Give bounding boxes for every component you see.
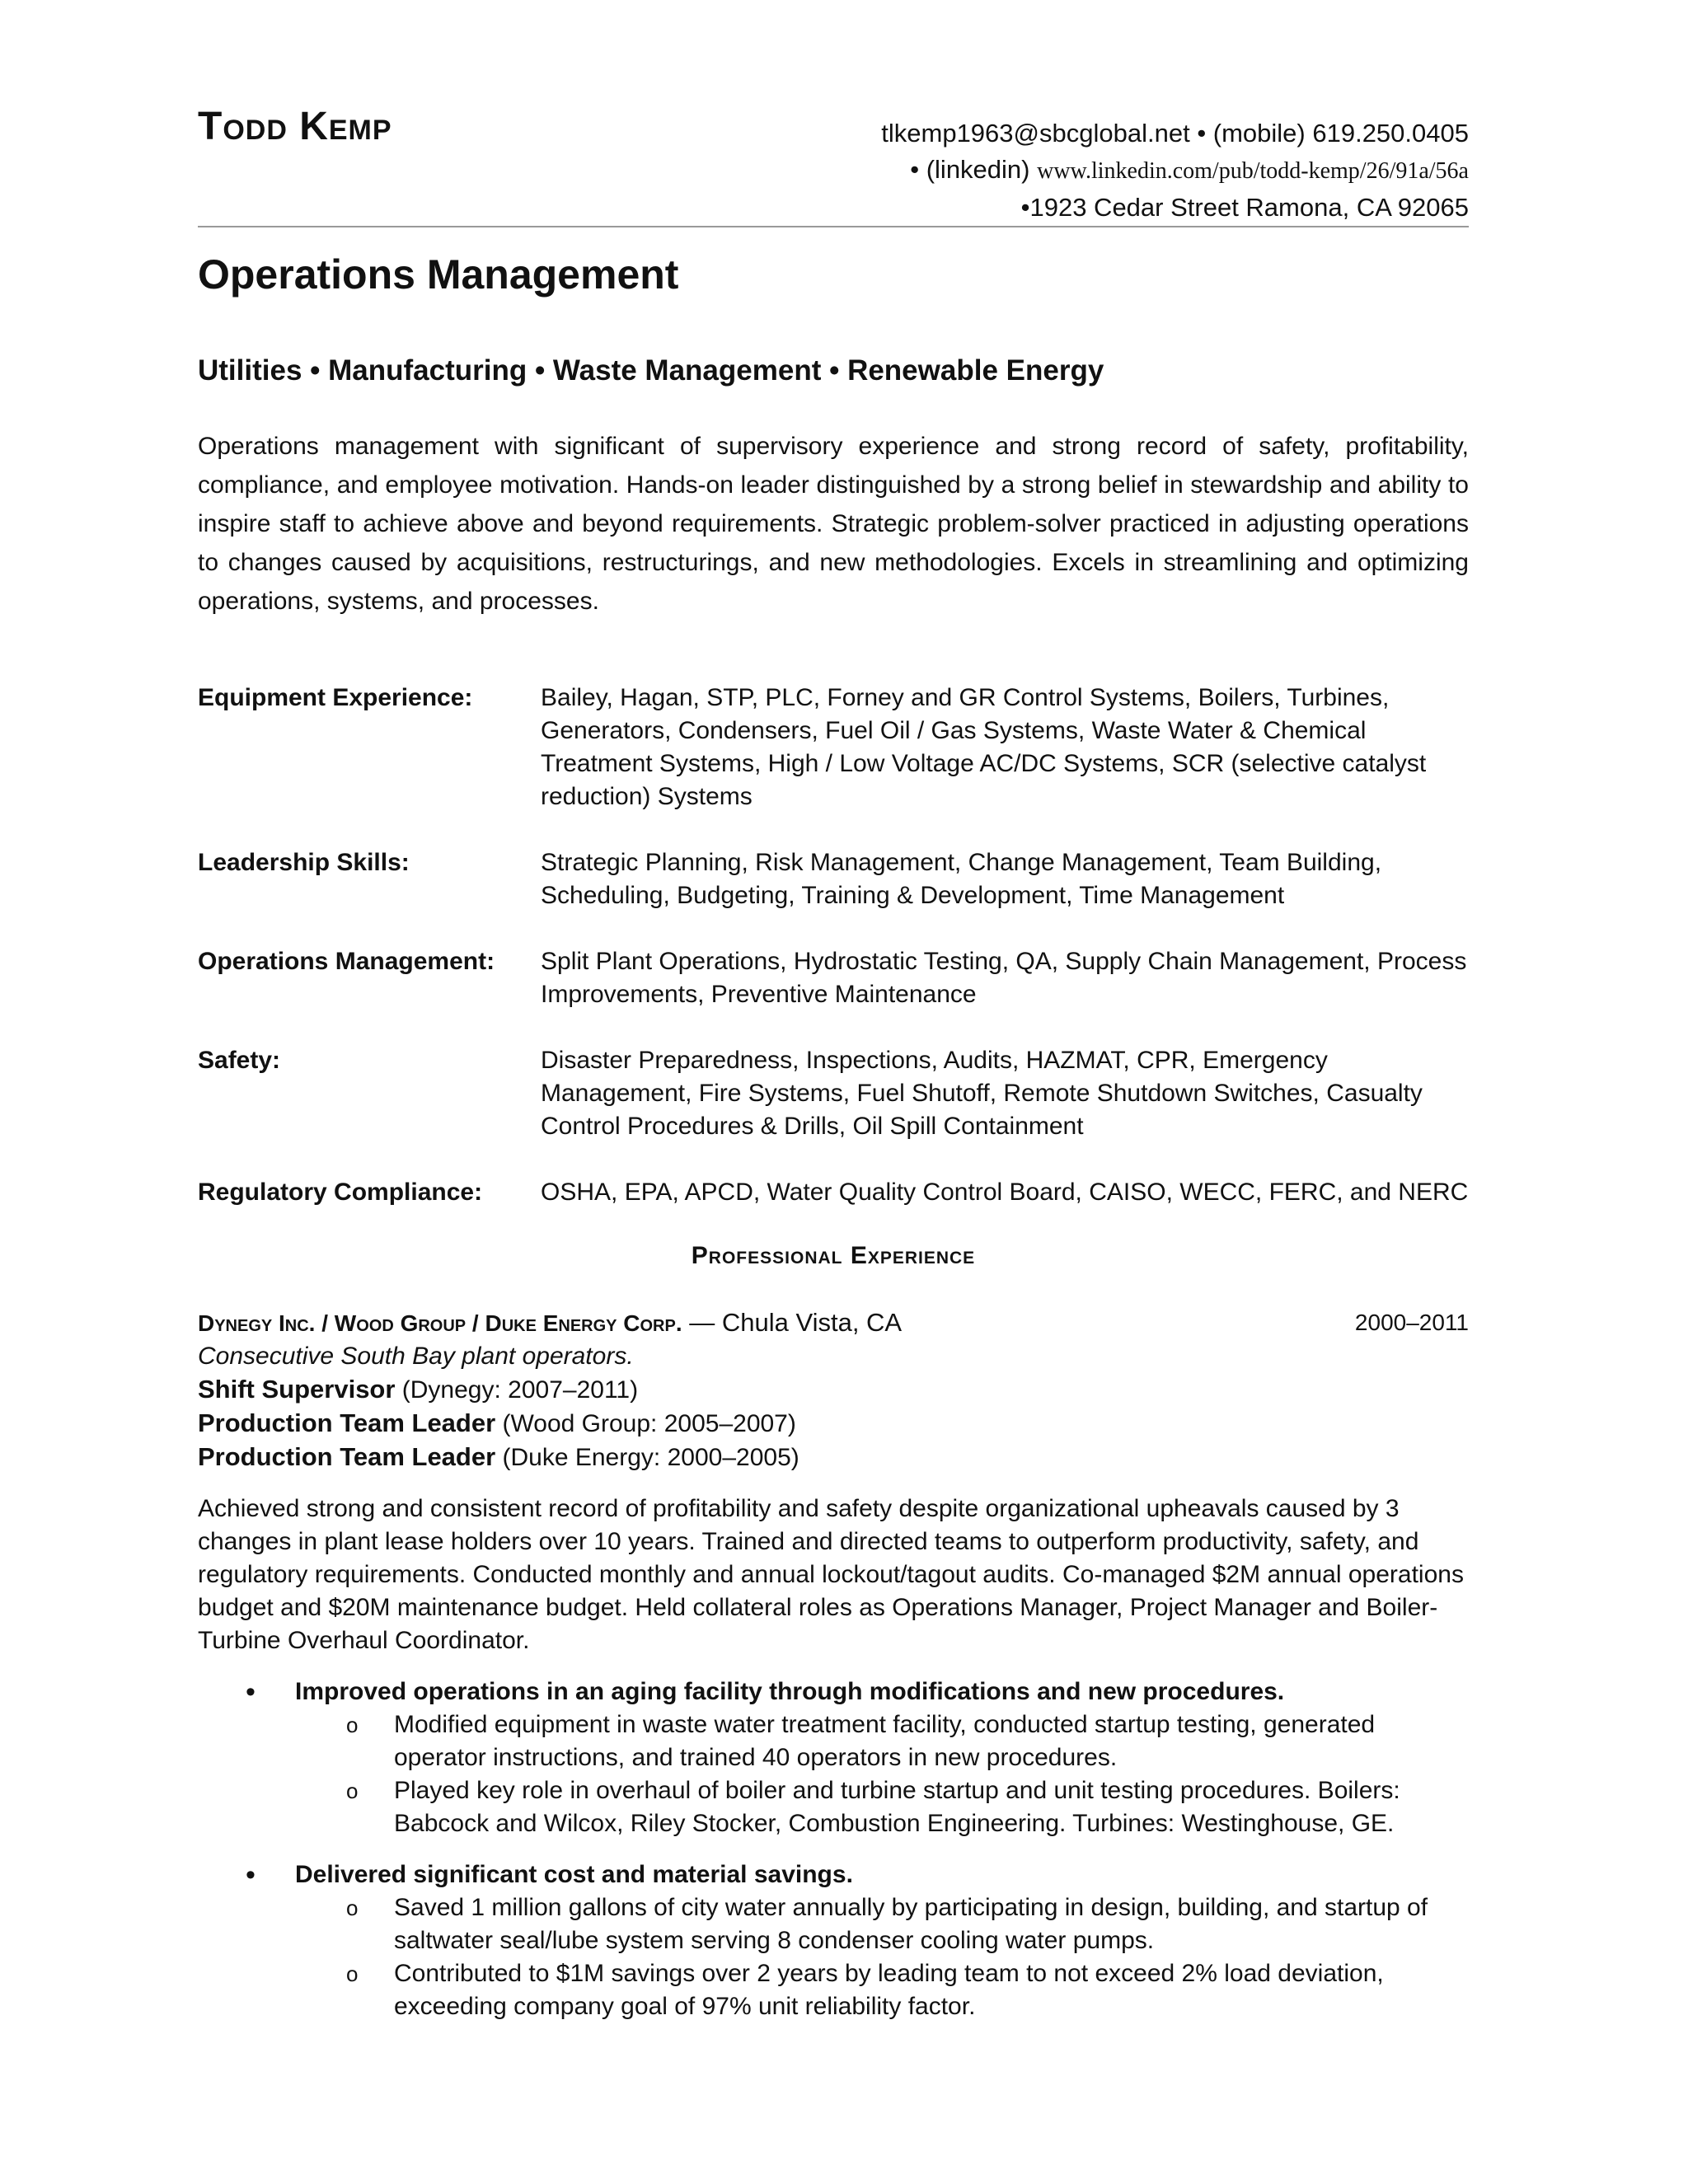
bullet-dot-icon: • bbox=[246, 1859, 256, 1891]
bullet-circle-icon: o bbox=[346, 1896, 359, 1920]
email-link[interactable]: tlkemp1963@sbcglobal.net bbox=[881, 119, 1190, 148]
experience-section-title: Professional Experience bbox=[691, 1242, 976, 1269]
role-line bbox=[198, 1407, 1469, 1441]
linkedin-label: • (linkedin) bbox=[910, 155, 1038, 184]
skill-label: Equipment Experience: bbox=[198, 684, 473, 711]
resume-page bbox=[198, 99, 1469, 2041]
employer-row bbox=[198, 1306, 1469, 1340]
employer-description: Consecutive South Bay plant operators. bbox=[198, 1343, 634, 1370]
sub-list bbox=[295, 1891, 1469, 2023]
achievement-heading: Delivered significant cost and material savings. bbox=[295, 1861, 853, 1888]
summary-paragraph: Operations management with significant of supervisory experience and strong record of safety, profitability, compliance, and employee motivation. Hands-on leader distinguished by a strong belief in stewardship and ability to inspire staff to achieve above and beyond requirements. Strategic problem-solver practiced in adjusting operations to changes caused by acquisitions, restructurings, and new methodologies. Excels in streamlining and optimizing operations, systems, and processes. bbox=[198, 433, 1469, 615]
headline: Operations Management bbox=[198, 251, 679, 298]
skill-row bbox=[198, 1044, 1469, 1143]
sub-item-text: Contributed to $1M savings over 2 years by leading team to not exceed 2% load deviation, exceeding company goal of 97% unit reliability factor. bbox=[394, 1960, 1384, 2020]
achievement-heading: Improved operations in an aging facility through modifications and new procedures. bbox=[295, 1678, 1285, 1705]
skills-section bbox=[198, 682, 1469, 1209]
bullet-dot-icon: • bbox=[246, 1676, 256, 1708]
achievement-item bbox=[198, 1858, 1469, 2023]
resume-header bbox=[198, 99, 1469, 231]
bullet-circle-icon: o bbox=[346, 1961, 359, 1986]
skill-label: Safety: bbox=[198, 1047, 281, 1074]
sub-item bbox=[295, 1774, 1469, 1840]
skill-value: Split Plant Operations, Hydrostatic Testing, QA, Supply Chain Management, Process Improvements, Preventive Maintenance bbox=[541, 948, 1467, 1008]
achievements-list bbox=[198, 1675, 1469, 2023]
role-detail: (Wood Group: 2005–2007) bbox=[495, 1410, 796, 1437]
contact-line-2 bbox=[881, 152, 1469, 190]
skill-row bbox=[198, 846, 1469, 912]
skill-label: Leadership Skills: bbox=[198, 849, 410, 876]
role-detail: (Duke Energy: 2000–2005) bbox=[495, 1444, 799, 1471]
address: •1923 Cedar Street Ramona, CA 92065 bbox=[1020, 193, 1469, 222]
sub-item-text: Played key role in overhaul of boiler and turbine startup and unit testing procedures. Boilers: Babcock and Wilcox, Riley Stocker, Combustion Engineering. Turbines: Westinghouse, GE. bbox=[394, 1777, 1400, 1837]
skill-value: Disaster Preparedness, Inspections, Audits, HAZMAT, CPR, Emergency Management, Fire Systems, Fuel Shutoff, Remote Shutdown Switches, Casualty Control Procedures & Drills, Oil Spill Containment bbox=[541, 1047, 1423, 1140]
skill-label: Operations Management: bbox=[198, 948, 495, 975]
contact-block bbox=[881, 115, 1469, 226]
sub-list bbox=[295, 1708, 1469, 1840]
header-divider bbox=[198, 226, 1469, 227]
employer-location: — Chula Vista, CA bbox=[682, 1308, 903, 1337]
role-detail: (Dynegy: 2007–2011) bbox=[395, 1376, 639, 1404]
role-line bbox=[198, 1373, 1469, 1407]
phone-number: • (mobile) 619.250.0405 bbox=[1197, 119, 1469, 148]
sub-item bbox=[295, 1708, 1469, 1774]
linkedin-link[interactable]: www.linkedin.com/pub/todd-kemp/26/91a/56a bbox=[1037, 158, 1469, 184]
employer-heading bbox=[198, 1306, 902, 1340]
employment-dates: 2000–2011 bbox=[1354, 1310, 1469, 1335]
job-summary-paragraph: Achieved strong and consistent record of profitability and safety despite organizational upheavals caused by 3 changes in plant lease holders over 10 years. Trained and directed teams to outperform productivity, safety, and regulatory requirements. Conducted monthly and annual lockout/tagout audits. Co-managed $2M annual operations budget and $20M maintenance budget. Held collateral roles as Operations Manager, Project Manager and Boiler-Turbine Overhaul Coordinator. bbox=[198, 1495, 1464, 1654]
role-line bbox=[198, 1441, 1469, 1474]
skill-label: Regulatory Compliance: bbox=[198, 1179, 483, 1206]
skill-value: Bailey, Hagan, STP, PLC, Forney and GR Control Systems, Boilers, Turbines, Generators, Condensers, Fuel Oil / Gas Systems, Waste Water & Chemical Treatment Systems, High / Low Voltage AC/DC Systems, SCR (selective catalyst reduction) Systems bbox=[541, 684, 1427, 810]
industries-line: Utilities • Manufacturing • Waste Management • Renewable Energy bbox=[198, 354, 1104, 387]
candidate-name: Todd Kemp bbox=[198, 105, 392, 148]
sub-item-text: Modified equipment in waste water treatment facility, conducted startup testing, generated operator instructions, and trained 40 operators in new procedures. bbox=[394, 1711, 1376, 1771]
role-title: Production Team Leader bbox=[198, 1442, 496, 1471]
skill-value: OSHA, EPA, APCD, Water Quality Control Board, CAISO, WECC, FERC, and NERC bbox=[541, 1179, 1469, 1206]
bullet-circle-icon: o bbox=[346, 1779, 359, 1803]
contact-line-1 bbox=[881, 115, 1469, 152]
employer-name: Dynegy Inc. / Wood Group / Duke Energy Corp. bbox=[198, 1310, 682, 1336]
skill-row bbox=[198, 945, 1469, 1011]
role-title: Shift Supervisor bbox=[198, 1375, 396, 1404]
achievement-item bbox=[198, 1675, 1469, 1840]
sub-item bbox=[295, 1891, 1469, 1957]
skill-row bbox=[198, 682, 1469, 813]
sub-item-text: Saved 1 million gallons of city water annually by participating in design, building, and startup of saltwater seal/lube system serving 8 condenser cooling water pumps. bbox=[394, 1894, 1428, 1954]
skill-value: Strategic Planning, Risk Management, Change Management, Team Building, Scheduling, Budgeting, Training & Development, Time Management bbox=[541, 849, 1382, 909]
role-title: Production Team Leader bbox=[198, 1408, 496, 1437]
skill-row bbox=[198, 1176, 1469, 1209]
sub-item bbox=[295, 1957, 1469, 2023]
bullet-circle-icon: o bbox=[346, 1713, 359, 1737]
